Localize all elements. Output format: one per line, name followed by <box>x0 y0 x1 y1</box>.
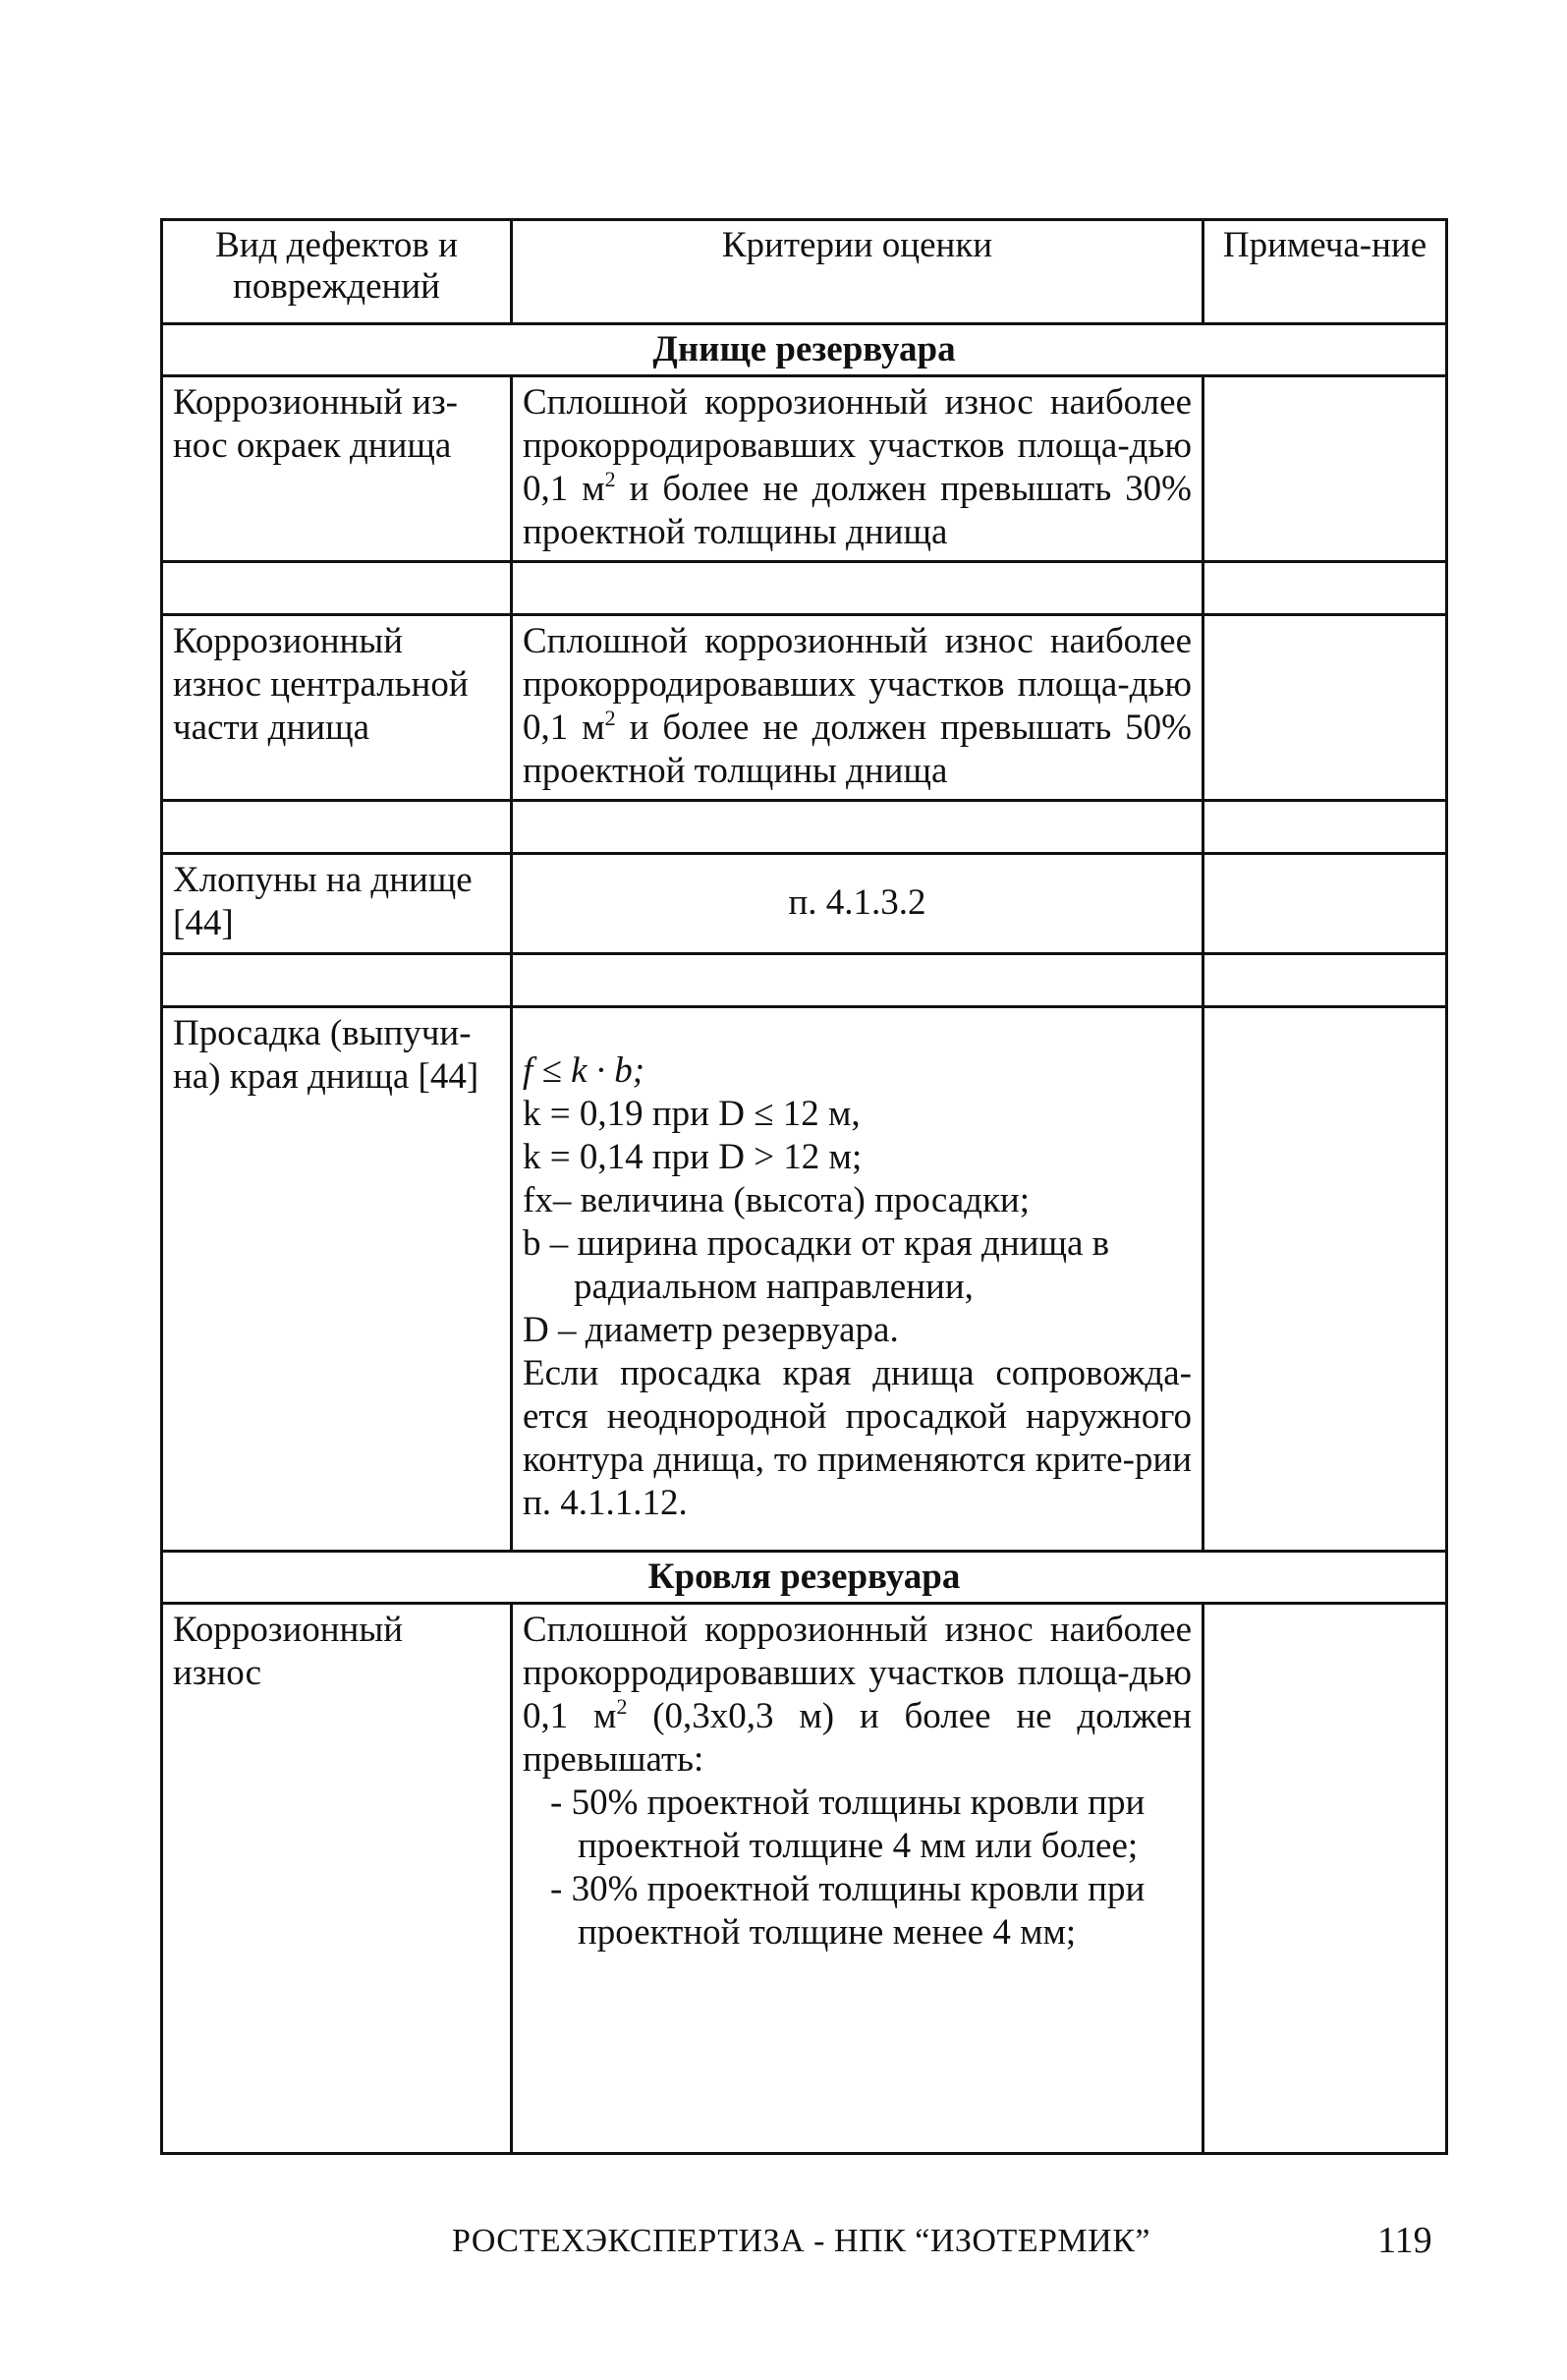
empty-cell <box>1203 801 1447 854</box>
header-note: Примеча-ние <box>1203 220 1447 324</box>
empty-cell <box>1203 954 1447 1007</box>
footer-publisher: РОСТЕХЭКСПЕРТИЗА - НПК “ИЗОТЕРМИК” <box>452 2223 1150 2259</box>
table-row <box>162 1604 1447 2154</box>
header-criteria: Критерии оценки <box>512 220 1203 324</box>
empty-row <box>162 801 1447 854</box>
empty-cell <box>162 801 512 854</box>
table-row <box>162 376 1447 562</box>
header-defect-type: Вид дефектов и повреждений <box>162 220 512 324</box>
list-item-cont: проектной толщине 4 мм или более; <box>578 1826 1139 1866</box>
note-cell <box>1203 376 1447 562</box>
empty-row <box>162 562 1447 615</box>
criteria-text: Если просадка края днища сопровожда-ется неоднородной просадкой наружного контура днища, то применяются крите-рии п. 4.1.1.12. <box>523 1353 1192 1523</box>
defect-cell: Коррозионный износ <box>162 1604 512 2154</box>
definition-b-cont: радиальном направлении, <box>574 1267 974 1307</box>
section-row-bottom <box>162 324 1447 376</box>
formula-k1: k = 0,19 при D ≤ 12 м, <box>523 1094 861 1134</box>
empty-cell <box>162 954 512 1007</box>
table-header-row <box>162 220 1447 324</box>
defect-cell: Коррозионный износ центральной части днища <box>162 615 512 801</box>
empty-cell <box>512 801 1203 854</box>
defect-cell: Просадка (выпучи-на) края днища [44] <box>162 1007 512 1552</box>
criteria-text-b: (0,3х0,3 м) и более не должен превышать: <box>523 1696 1192 1780</box>
criteria-text <box>523 1609 1192 1782</box>
definition-b: b – ширина просадки от края днища в <box>523 1223 1110 1264</box>
page-number: 119 <box>1377 2220 1432 2261</box>
section-title-roof: Кровля резервуара <box>162 1552 1447 1604</box>
empty-cell <box>512 954 1203 1007</box>
note-cell <box>1203 854 1447 954</box>
criteria-text-a: Сплошной коррозионный износ наиболее прокорродировавших участков площа-дью 0,1 м <box>523 1610 1192 1736</box>
superscript: 2 <box>604 467 616 491</box>
criteria-cell <box>512 1604 1203 2154</box>
formula-k2: k = 0,14 при D > 12 м; <box>523 1137 863 1177</box>
criteria-cell <box>512 376 1203 562</box>
note-cell <box>1203 1604 1447 2154</box>
definition-d: D – диаметр резервуара. <box>523 1310 899 1350</box>
defect-cell: Коррозионный из-нос окраек днища <box>162 376 512 562</box>
criteria-cell <box>512 1007 1203 1552</box>
criteria-text: Сплошной коррозионный износ наиболее прокорродировавших участков площа-дью 0,1 м <box>523 382 1192 509</box>
empty-cell <box>512 562 1203 615</box>
criteria-text: и более не должен превышать 30% проектной толщины днища <box>523 469 1192 552</box>
defect-cell: Хлопуны на днище [44] <box>162 854 512 954</box>
superscript: 2 <box>604 706 616 730</box>
note-cell <box>1203 1007 1447 1552</box>
empty-row <box>162 954 1447 1007</box>
table-row <box>162 1007 1447 1552</box>
defects-table <box>160 218 1448 2155</box>
table-row <box>162 854 1447 954</box>
empty-cell <box>162 562 512 615</box>
formula: f ≤ k · b; <box>523 1050 645 1091</box>
criteria-text: и более не должен превышать 50% проектной толщины днища <box>523 708 1192 791</box>
list-item: - 30% проектной толщины кровли при <box>550 1869 1146 1909</box>
definition-f: fx– величина (высота) просадки; <box>523 1180 1030 1220</box>
criteria-cell: п. 4.1.3.2 <box>512 854 1203 954</box>
section-row-roof <box>162 1552 1447 1604</box>
empty-cell <box>1203 562 1447 615</box>
section-title-bottom: Днище резервуара <box>162 324 1447 376</box>
table-row <box>162 615 1447 801</box>
criteria-text: Сплошной коррозионный износ наиболее прокорродировавших участков площа-дью 0,1 м <box>523 621 1192 748</box>
criteria-cell <box>512 615 1203 801</box>
note-cell <box>1203 615 1447 801</box>
superscript: 2 <box>616 1694 628 1719</box>
list-item-cont: проектной толщине менее 4 мм; <box>578 1912 1077 1953</box>
list-item: - 50% проектной толщины кровли при <box>550 1783 1146 1823</box>
